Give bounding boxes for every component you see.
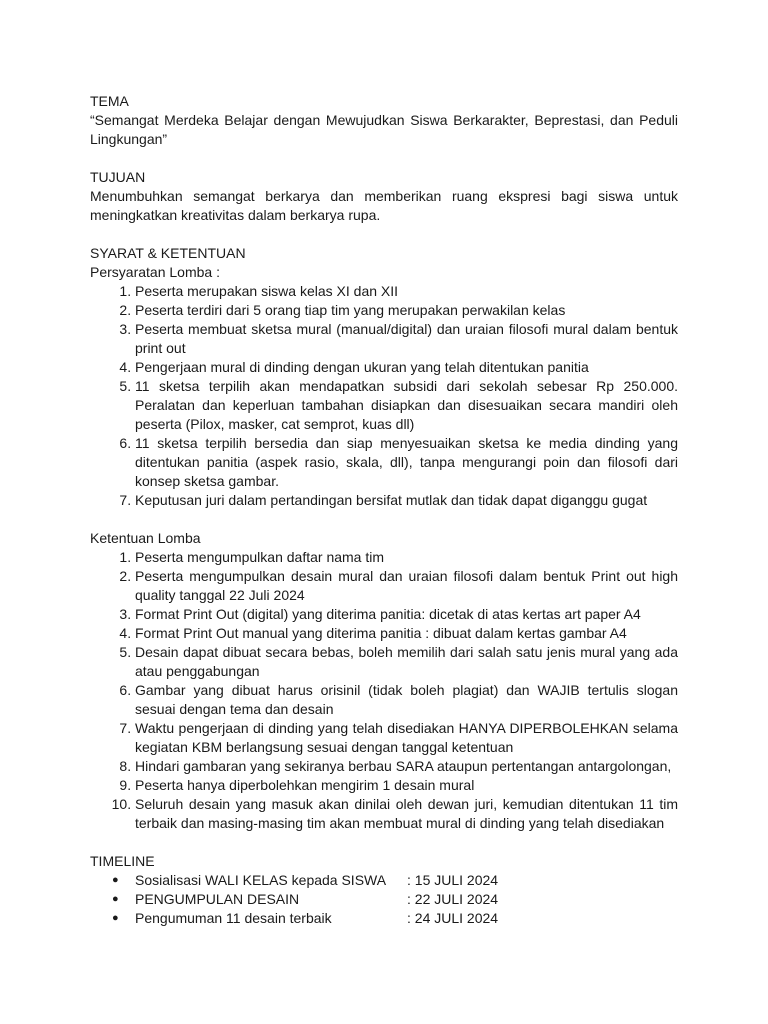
list-item: 1. Peserta mengumpulkan daftar nama tim [135, 548, 678, 567]
bullet-icon: ● [112, 893, 119, 905]
timeline-date: : 22 JULI 2024 [407, 891, 499, 907]
document-page [90, 92, 678, 928]
list-item: 6. Gambar yang dibuat harus orisinil (tidak boleh plagiat) dan WAJIB tertulis slogan sesuai dengan tema dan desain [135, 681, 678, 719]
list-item: 8. Hindari gambaran yang sekiranya berbau SARA ataupun pertentangan antargolongan, [135, 757, 678, 776]
persyaratan-list [90, 282, 678, 510]
timeline-label: PENGUMPULAN DESAIN [135, 891, 300, 907]
timeline-item [90, 890, 678, 909]
spacer [90, 510, 678, 529]
ketentuan-heading: Ketentuan Lomba [90, 530, 201, 546]
tema-text: “Semangat Merdeka Belajar dengan Mewujudkan Siswa Berkarakter, Beprestasi, dan Peduli Lingkungan” [90, 112, 678, 147]
timeline-date: : 15 JULI 2024 [407, 872, 499, 888]
list-item: 5. Desain dapat dibuat secara bebas, boleh memilih dari salah satu jenis mural yang ada atau penggabungan [135, 643, 678, 681]
bullet-icon: ● [112, 874, 119, 886]
list-item: 1. Peserta merupakan siswa kelas XI dan XII [135, 282, 678, 301]
list-item: 10. Seluruh desain yang masuk akan dinilai oleh dewan juri, kemudian ditentukan 11 tim terbaik dan masing-masing tim akan membuat mural di dinding yang telah disediakan [135, 795, 678, 833]
timeline-heading: TIMELINE [90, 853, 155, 869]
ketentuan-list [90, 548, 678, 833]
list-item: 2. Peserta mengumpulkan desain mural dan uraian filosofi dalam bentuk Print out high quality tanggal 22 Juli 2024 [135, 567, 678, 605]
spacer [90, 149, 678, 168]
spacer [90, 833, 678, 852]
timeline-label: Sosialisasi WALI KELAS kepada SISWA [135, 872, 387, 888]
list-item: 5. 11 sketsa terpilih akan mendapatkan subsidi dari sekolah sebesar Rp 250.000. Peralatan dan keperluan tambahan disiapkan dan disesuaikan secara mandiri oleh peserta (Pilox, masker, cat semprot, kuas dll) [135, 377, 678, 434]
spacer [90, 225, 678, 244]
list-item: 2. Peserta terdiri dari 5 orang tiap tim yang merupakan perwakilan kelas [135, 301, 678, 320]
tujuan-heading: TUJUAN [90, 169, 146, 185]
tujuan-text: Menumbuhkan semangat berkarya dan memberikan ruang ekspresi bagi siswa untuk meningkatkan kreativitas dalam berkarya rupa. [90, 188, 678, 223]
list-item: 9. Peserta hanya diperbolehkan mengirim 1 desain mural [135, 776, 678, 795]
persyaratan-subheading: Persyaratan Lomba : [90, 264, 220, 280]
timeline-item [90, 909, 678, 928]
timeline-date: : 24 JULI 2024 [407, 910, 499, 926]
list-item: 6. 11 sketsa terpilih bersedia dan siap menyesuaikan sketsa ke media dinding yang ditentukan panitia (aspek rasio, skala, dll), tanpa mengurangi poin dan filosofi dari konsep sketsa gambar. [135, 434, 678, 491]
timeline-item [90, 871, 678, 890]
list-item: 4. Pengerjaan mural di dinding dengan ukuran yang telah ditentukan panitia [135, 358, 678, 377]
timeline-list [90, 871, 678, 928]
list-item: 3. Peserta membuat sketsa mural (manual/digital) dan uraian filosofi mural dalam bentuk print out [135, 320, 678, 358]
bullet-icon: ● [112, 912, 119, 924]
list-item: 7. Keputusan juri dalam pertandingan bersifat mutlak dan tidak dapat diganggu gugat [135, 491, 678, 510]
syarat-heading: SYARAT & KETENTUAN [90, 245, 246, 261]
timeline-label: Pengumuman 11 desain terbaik [135, 910, 332, 926]
list-item: 3. Format Print Out (digital) yang diterima panitia: dicetak di atas kertas art paper A4 [135, 605, 678, 624]
tema-heading: TEMA [90, 93, 129, 109]
list-item: 4. Format Print Out manual yang diterima panitia : dibuat dalam kertas gambar A4 [135, 624, 678, 643]
list-item: 7. Waktu pengerjaan di dinding yang telah disediakan HANYA DIPERBOLEHKAN selama kegiatan KBM berlangsung sesuai dengan tanggal ketentuan [135, 719, 678, 757]
